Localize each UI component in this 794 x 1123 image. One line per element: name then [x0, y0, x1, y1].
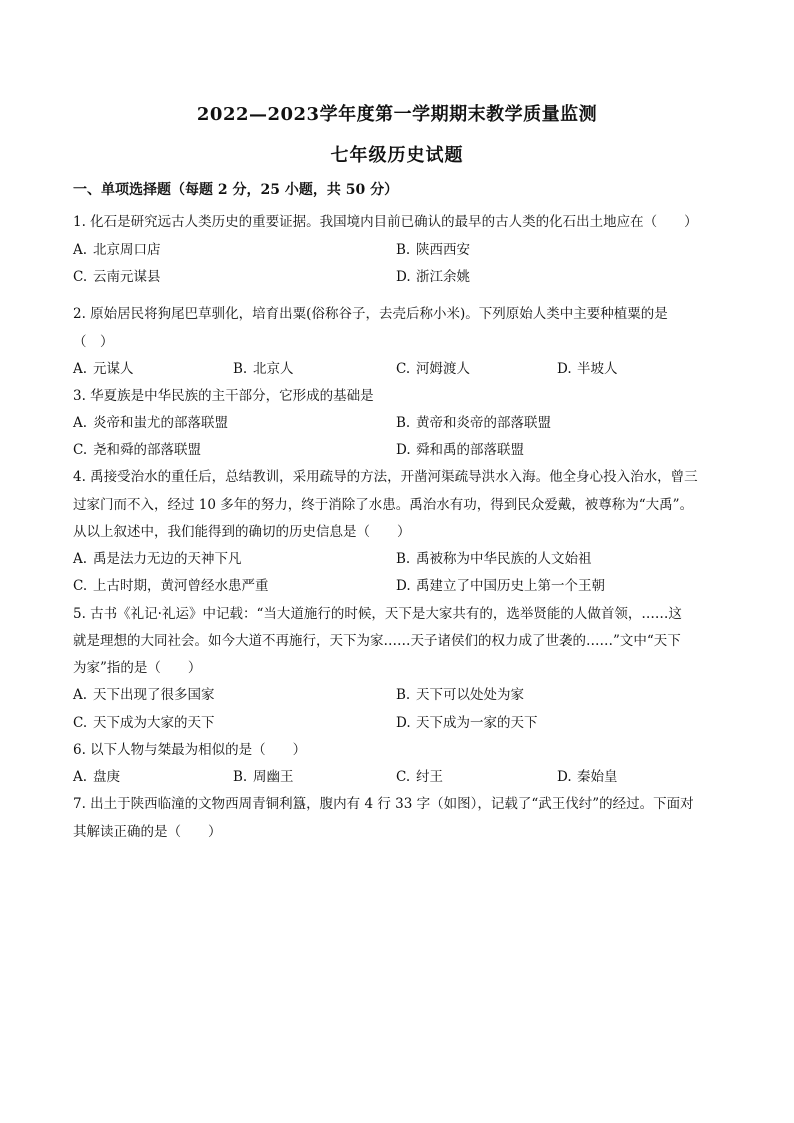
question-6-option-d	[557, 765, 618, 785]
option-letter: B.	[233, 769, 248, 785]
option-letter: B.	[396, 687, 411, 703]
option-letter: A.	[73, 769, 88, 785]
question-4-stem-line-1: 4. 禹接受治水的重任后，总结教训，采用疏导的方法，开凿河渠疏导洪水入海。他全身心投入治水，曾三	[73, 469, 698, 485]
question-2-option-a	[73, 357, 134, 377]
option-text: 半坡人	[577, 361, 618, 377]
question-1-stem: 1. 化石是研究远古人类历史的重要证据。我国境内目前已确认的最早的古人类的化石出土地应在（ ）	[73, 214, 698, 230]
option-text: 北京人	[253, 361, 294, 377]
question-3-option-c	[73, 438, 201, 458]
option-text: 天下可以处处为家	[416, 687, 524, 703]
option-text: 河姆渡人	[416, 361, 470, 377]
question-3-option-d	[396, 438, 524, 458]
question-4-option-d	[396, 574, 605, 594]
question-7-stem-line-1: 7. 出土于陕西临潼的文物西周青铜利簋，腹内有 4 行 33 字（如图），记载了“武王伐纣”的经过。下面对	[73, 796, 694, 812]
question-4-option-c	[73, 574, 269, 594]
question-2-option-b	[233, 357, 294, 377]
question-2-stem-line-2: （ ）	[73, 334, 114, 350]
question-4-stem-line-2: 过家门而不入，经过 10 多年的努力，终于消除了水患。禹治水有功，得到民众爱戴，被尊称为“大禹”。	[73, 497, 694, 513]
option-text: 黄帝和炎帝的部落联盟	[416, 415, 551, 431]
option-text: 周幽王	[253, 769, 294, 785]
question-6-option-b	[233, 765, 294, 785]
option-letter: C.	[73, 269, 88, 285]
option-letter: C.	[396, 769, 411, 785]
question-6-option-a	[73, 765, 120, 785]
option-letter: D.	[396, 715, 411, 731]
option-text: 炎帝和蚩尤的部落联盟	[93, 415, 228, 431]
option-letter: B.	[396, 242, 411, 258]
exam-subtitle: 七年级历史试题	[330, 145, 464, 166]
option-letter: C.	[73, 715, 88, 731]
option-text: 禹是法力无边的天神下凡	[93, 551, 242, 567]
option-letter: B.	[396, 551, 411, 567]
option-text: 天下成为大家的天下	[93, 715, 215, 731]
option-letter: A.	[73, 361, 88, 377]
question-5-option-d	[396, 711, 538, 731]
question-5-option-a	[73, 683, 215, 703]
question-1-option-c	[73, 265, 161, 285]
option-letter: D.	[396, 578, 411, 594]
option-text: 盘庚	[93, 769, 120, 785]
option-letter: D.	[557, 361, 572, 377]
question-1-option-a	[73, 238, 161, 258]
question-5-stem-line-1: 5. 古书《礼记·礼运》中记载：“当大道施行的时候，天下是大家共有的，选举贤能的人做首领，……这	[73, 606, 682, 622]
question-3-stem: 3. 华夏族是中华民族的主干部分，它形成的基础是	[73, 388, 374, 404]
option-text: 禹被称为中华民族的人文始祖	[416, 551, 592, 567]
option-letter: B.	[396, 415, 411, 431]
option-letter: C.	[73, 578, 88, 594]
question-5-stem-line-3: 为家”指的是（ ）	[73, 660, 202, 676]
question-1-option-d	[396, 265, 470, 285]
option-letter: A.	[73, 551, 88, 567]
question-6-option-c	[396, 765, 443, 785]
option-text: 天下出现了很多国家	[93, 687, 215, 703]
option-letter: A.	[73, 687, 88, 703]
option-letter: C.	[396, 361, 411, 377]
option-letter: B.	[233, 361, 248, 377]
option-text: 尧和舜的部落联盟	[93, 442, 201, 458]
question-4-option-a	[73, 547, 242, 567]
question-6-stem: 6. 以下人物与桀最为相似的是（ ）	[73, 742, 307, 758]
option-letter: D.	[396, 442, 411, 458]
option-text: 天下成为一家的天下	[416, 715, 538, 731]
option-text: 舜和禹的部落联盟	[416, 442, 524, 458]
question-3-option-a	[73, 411, 228, 431]
exam-title: 2022—2023学年度第一学期期末教学质量监测	[196, 104, 598, 125]
option-text: 陕西西安	[416, 242, 470, 258]
option-text: 秦始皇	[577, 769, 618, 785]
section-heading: 一、单项选择题（每题 2 分，25 小题，共 50 分）	[73, 182, 399, 198]
question-5-stem-line-2: 就是理想的大同社会。如今大道不再施行，天下为家……天子诸侯们的权力成了世袭的……”文中“天下	[73, 633, 681, 649]
option-text: 云南元谋县	[93, 269, 161, 285]
option-text: 浙江余姚	[416, 269, 470, 285]
option-letter: D.	[396, 269, 411, 285]
question-5-option-c	[73, 711, 215, 731]
question-3-option-b	[396, 411, 551, 431]
question-4-stem-line-3: 从以上叙述中，我们能得到的确切的历史信息是（ ）	[73, 524, 411, 540]
option-text: 禹建立了中国历史上第一个王朝	[416, 578, 605, 594]
option-letter: A.	[73, 415, 88, 431]
question-4-option-b	[396, 547, 592, 567]
option-letter: A.	[73, 242, 88, 258]
question-2-option-d	[557, 357, 618, 377]
option-letter: C.	[73, 442, 88, 458]
question-7-stem-line-2: 其解读正确的是（ ）	[73, 824, 222, 840]
option-text: 上古时期，黄河曾经水患严重	[93, 578, 269, 594]
option-text: 北京周口店	[93, 242, 161, 258]
question-1-option-b	[396, 238, 470, 258]
option-letter: D.	[557, 769, 572, 785]
question-5-option-b	[396, 683, 524, 703]
question-2-option-c	[396, 357, 470, 377]
option-text: 元谋人	[93, 361, 134, 377]
question-2-stem-line-1: 2. 原始居民将狗尾巴草驯化，培育出粟(俗称谷子，去壳后称小米)。下列原始人类中主要种植粟的是	[73, 306, 668, 322]
option-text: 纣王	[416, 769, 443, 785]
